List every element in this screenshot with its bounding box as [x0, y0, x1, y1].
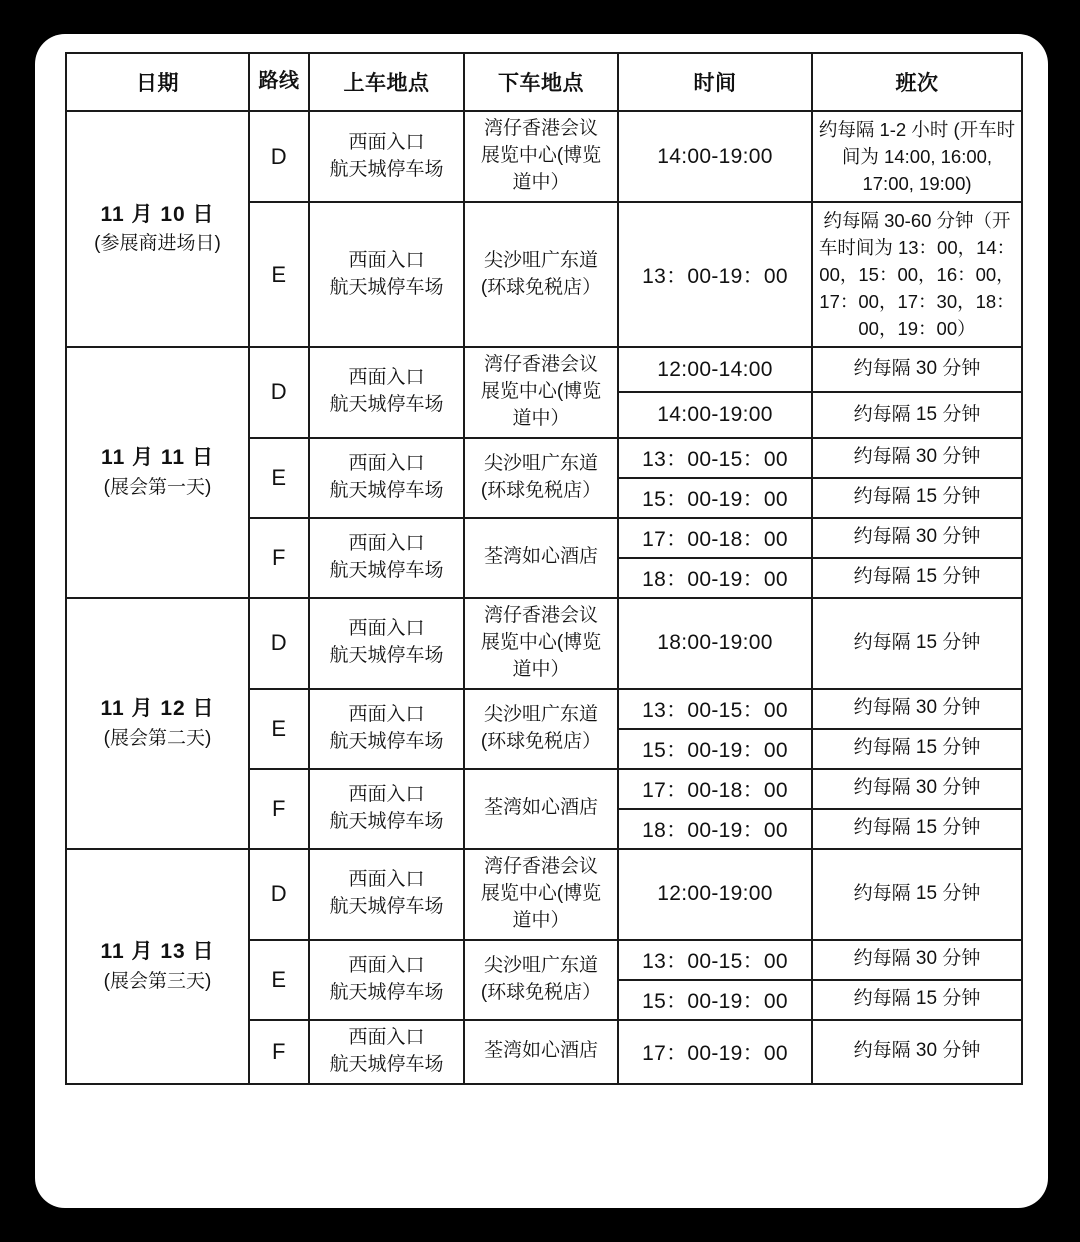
frequency-cell: 约每隔 30 分钟	[812, 518, 1022, 558]
pickup-line: 西面入口	[348, 249, 425, 271]
time-cell: 15：00-19：00	[618, 729, 812, 769]
pickup-cell	[309, 1020, 464, 1084]
frequency-cell: 约每隔 30 分钟	[812, 347, 1022, 392]
pickup-cell	[309, 518, 464, 598]
dropoff-line: 展览中心(博览	[480, 380, 602, 402]
time-cell: 12:00-14:00	[618, 347, 812, 392]
date-cell	[66, 598, 249, 849]
dropoff-line: 展览中心(博览	[480, 145, 602, 167]
pickup-cell	[309, 769, 464, 849]
time-cell: 15：00-19：00	[618, 980, 812, 1020]
date-main: 11 月 13 日	[100, 940, 215, 964]
route-cell: E	[249, 689, 309, 769]
date-main: 11 月 11 日	[101, 446, 214, 470]
dropoff-line: 湾仔香港会议	[483, 354, 598, 375]
dropoff-cell	[464, 518, 618, 598]
frequency-cell: 约每隔 15 分钟	[812, 598, 1022, 689]
frequency-cell: 约每隔 15 分钟	[812, 729, 1022, 769]
date-sub: (展会第二天)	[103, 727, 212, 749]
frequency-cell: 约每隔 30 分钟	[812, 1020, 1022, 1084]
pickup-line: 西面入口	[348, 452, 425, 474]
pickup-line: 航天城停车场	[329, 158, 444, 180]
dropoff-line: 荃湾如心酒店	[483, 1040, 598, 1062]
time-cell: 18：00-19：00	[618, 558, 812, 598]
pickup-line: 航天城停车场	[329, 394, 444, 416]
column-header-pickup: 上车地点	[309, 53, 464, 111]
table-row	[66, 111, 1022, 202]
shuttle-schedule-table-wrapper	[65, 52, 1021, 1085]
pickup-line: 西面入口	[348, 954, 425, 976]
dropoff-cell	[464, 438, 618, 518]
frequency-cell: 约每隔 15 分钟	[812, 478, 1022, 518]
pickup-line: 航天城停车场	[329, 896, 444, 918]
pickup-cell	[309, 689, 464, 769]
date-cell	[66, 111, 249, 347]
dropoff-line: 尖沙咀广东道	[483, 249, 598, 271]
pickup-line: 航天城停车场	[329, 730, 444, 752]
dropoff-line: (环球免税店）	[480, 276, 602, 298]
time-cell: 14:00-19:00	[618, 111, 812, 202]
route-cell: E	[249, 202, 309, 347]
dropoff-line: 道中）	[512, 658, 570, 680]
dropoff-cell	[464, 689, 618, 769]
dropoff-cell	[464, 202, 618, 347]
time-cell: 15：00-19：00	[618, 478, 812, 518]
dropoff-line: 湾仔香港会议	[483, 118, 598, 140]
dropoff-cell	[464, 347, 618, 438]
route-cell: D	[249, 347, 309, 438]
pickup-line: 西面入口	[348, 783, 425, 805]
table-row	[66, 849, 1022, 940]
column-header-route: 路线	[249, 53, 309, 111]
table-row	[66, 598, 1022, 689]
pickup-line: 西面入口	[348, 1026, 425, 1048]
column-header-time: 时间	[618, 53, 812, 111]
dropoff-line: 湾仔香港会议	[483, 855, 598, 877]
frequency-cell: 约每隔 30-60 分钟（开车时间为 13：00，14：00，15：00，16：00，17：00，17：30，18：00，19：00）	[812, 202, 1022, 347]
date-cell	[66, 849, 249, 1084]
route-cell: E	[249, 940, 309, 1020]
dropoff-line: 尖沙咀广东道	[483, 452, 598, 474]
time-cell: 18:00-19:00	[618, 598, 812, 689]
route-cell: F	[249, 1020, 309, 1084]
route-cell: D	[249, 598, 309, 689]
date-main: 11 月 12 日	[100, 697, 215, 721]
dropoff-line: 荃湾如心酒店	[483, 546, 598, 568]
dropoff-line: 道中）	[512, 407, 570, 429]
time-cell: 17：00-18：00	[618, 769, 812, 809]
pickup-cell	[309, 202, 464, 347]
dropoff-cell	[464, 849, 618, 940]
pickup-line: 航天城停车场	[329, 981, 444, 1003]
route-cell: F	[249, 518, 309, 598]
time-cell: 13：00-15：00	[618, 438, 812, 478]
dropoff-line: 尖沙咀广东道	[483, 954, 598, 976]
pickup-line: 西面入口	[348, 367, 425, 389]
frequency-cell: 约每隔 15 分钟	[812, 558, 1022, 598]
pickup-line: 西面入口	[348, 532, 425, 554]
dropoff-line: 湾仔香港会议	[483, 604, 598, 626]
time-cell: 13：00-19：00	[618, 202, 812, 347]
table-row	[66, 347, 1022, 392]
pickup-cell	[309, 347, 464, 438]
pickup-line: 西面入口	[348, 131, 425, 153]
column-header-dropoff: 下车地点	[464, 53, 618, 111]
dropoff-line: 尖沙咀广东道	[483, 703, 598, 725]
header-row	[66, 53, 1022, 111]
frequency-cell: 约每隔 15 分钟	[812, 849, 1022, 940]
dropoff-cell	[464, 769, 618, 849]
frequency-cell: 约每隔 15 分钟	[812, 392, 1022, 437]
pickup-line: 航天城停车场	[329, 479, 444, 501]
dropoff-line: 展览中心(博览	[480, 882, 602, 904]
pickup-line: 航天城停车场	[329, 559, 444, 581]
route-cell: E	[249, 438, 309, 518]
route-cell: D	[249, 111, 309, 202]
dropoff-line: (环球免税店）	[480, 479, 602, 501]
frequency-cell: 约每隔 15 分钟	[812, 980, 1022, 1020]
dropoff-line: 荃湾如心酒店	[483, 797, 598, 819]
pickup-cell	[309, 849, 464, 940]
pickup-line: 航天城停车场	[329, 1053, 444, 1075]
time-cell: 17：00-18：00	[618, 518, 812, 558]
date-main: 11 月 10 日	[100, 203, 215, 226]
column-header-date: 日期	[66, 53, 249, 111]
time-cell: 17：00-19：00	[618, 1020, 812, 1084]
route-cell: D	[249, 849, 309, 940]
pickup-line: 西面入口	[348, 869, 425, 891]
pickup-cell	[309, 111, 464, 202]
frequency-cell: 约每隔 30 分钟	[812, 689, 1022, 729]
pickup-line: 航天城停车场	[329, 645, 444, 667]
pickup-cell	[309, 438, 464, 518]
dropoff-line: (环球免税店）	[480, 730, 602, 752]
pickup-cell	[309, 940, 464, 1020]
date-sub: (展会第三天)	[103, 970, 212, 992]
time-cell: 13：00-15：00	[618, 940, 812, 980]
dropoff-line: 道中）	[512, 171, 570, 193]
dropoff-cell	[464, 598, 618, 689]
time-cell: 14:00-19:00	[618, 392, 812, 437]
column-header-frequency: 班次	[812, 53, 1022, 111]
frequency-cell: 约每隔 1-2 小时 (开车时间为 14:00, 16:00, 17:00, 19:00)	[812, 111, 1022, 202]
frequency-cell: 约每隔 15 分钟	[812, 809, 1022, 849]
table-body	[66, 111, 1022, 1084]
frequency-cell: 约每隔 30 分钟	[812, 940, 1022, 980]
shuttle-schedule-table	[65, 52, 1023, 1085]
dropoff-cell	[464, 111, 618, 202]
frequency-cell: 约每隔 30 分钟	[812, 769, 1022, 809]
pickup-line: 西面入口	[348, 618, 425, 640]
time-cell: 13：00-15：00	[618, 689, 812, 729]
frequency-cell: 约每隔 30 分钟	[812, 438, 1022, 478]
time-cell: 18：00-19：00	[618, 809, 812, 849]
pickup-cell	[309, 598, 464, 689]
dropoff-cell	[464, 1020, 618, 1084]
dropoff-line: (环球免税店）	[480, 981, 602, 1003]
pickup-line: 航天城停车场	[329, 276, 444, 298]
dropoff-line: 展览中心(博览	[480, 631, 602, 653]
pickup-line: 航天城停车场	[329, 810, 444, 832]
pickup-line: 西面入口	[348, 703, 425, 725]
dropoff-line: 道中）	[512, 909, 570, 931]
time-cell: 12:00-19:00	[618, 849, 812, 940]
document-card	[35, 34, 1048, 1208]
route-cell: F	[249, 769, 309, 849]
dropoff-cell	[464, 940, 618, 1020]
table-header	[66, 53, 1022, 111]
date-sub: (展会第一天)	[103, 476, 212, 498]
date-cell	[66, 347, 249, 598]
date-sub: (参展商进场日)	[94, 233, 221, 255]
